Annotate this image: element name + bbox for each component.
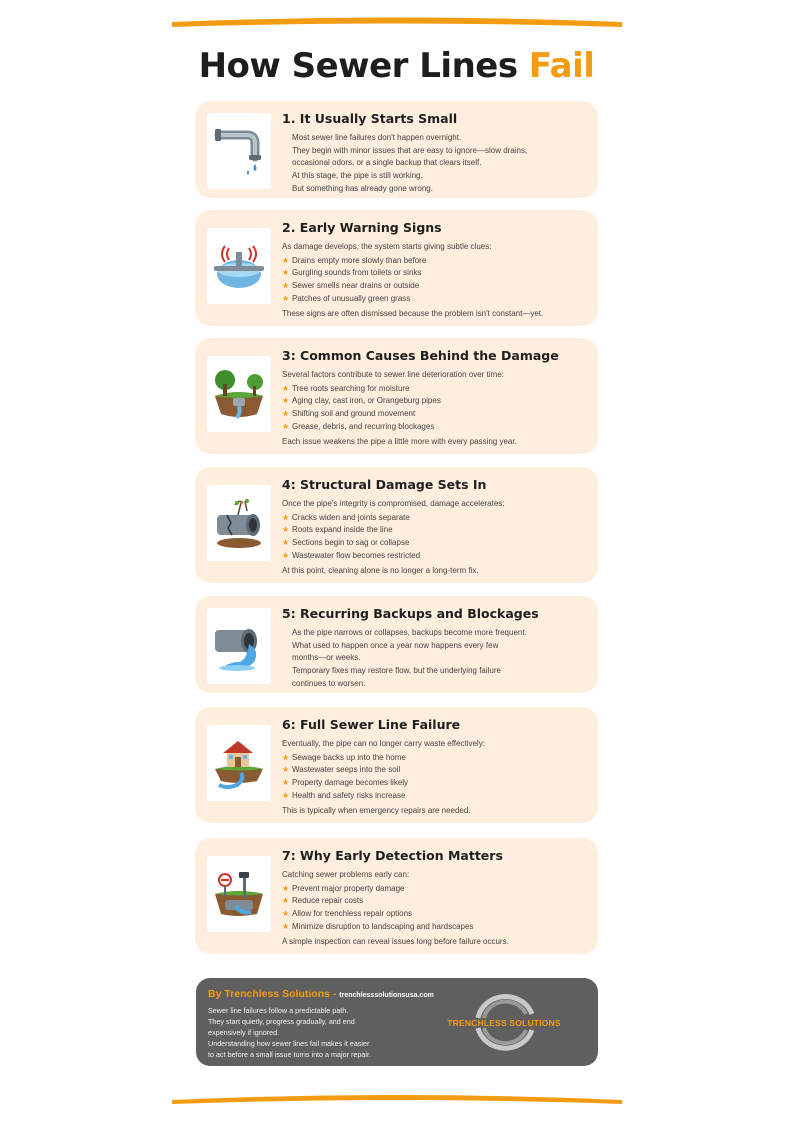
list-item: ★ Allow for trenchless repair options (282, 908, 588, 921)
section-image-6 (207, 725, 271, 801)
star-bullet-icon: ★ (282, 896, 290, 906)
section-image-1 (207, 113, 271, 189)
section-card-6 (195, 707, 598, 823)
footer-line: They start quietly, progress gradually, and end (208, 1017, 355, 1026)
list-item: ★ Reduce repair costs (282, 895, 588, 908)
list-item: ★ Sewer smells near drains or outside (282, 280, 588, 293)
star-bullet-icon: ★ (282, 396, 290, 406)
list-item: ★ Health and safety risks increase (282, 790, 588, 803)
cracked-pipe-icon (211, 495, 267, 551)
star-bullet-icon: ★ (282, 281, 290, 291)
section-card-7 (195, 838, 598, 954)
star-bullet-icon: ★ (282, 293, 290, 303)
footer-line: expensively if ignored. (208, 1028, 280, 1037)
section-intro: Once the pipe's integrity is compromised, damage accelerates: (282, 499, 505, 508)
list-item: ★ Gurgling sounds from toilets or sinks (282, 267, 588, 280)
section-outro: These signs are often dismissed because the problem isn't constant—yet. (282, 308, 544, 318)
section-intro: Catching sewer problems early can: (282, 870, 410, 879)
section-heading: 1. It Usually Starts Small (282, 111, 458, 126)
section-heading: 5: Recurring Backups and Blockages (282, 606, 539, 621)
footer-text (208, 1005, 408, 1060)
star-bullet-icon: ★ (282, 921, 290, 931)
section-intro: As damage develops, the system starts giving subtle clues: (282, 242, 492, 251)
section-text: Temporary fixes may restore flow, but the underlying failure (292, 666, 501, 676)
section-image-3 (207, 356, 271, 432)
section-text: Most sewer line failures don't happen overnight. (292, 133, 462, 142)
star-bullet-icon: ★ (282, 883, 290, 893)
star-bullet-icon: ★ (282, 790, 290, 800)
section-card-4 (195, 467, 598, 583)
section-heading: 6: Full Sewer Line Failure (282, 717, 461, 732)
list-item: ★ Sections begin to sag or collapse (282, 537, 588, 550)
list-item: ★ Minimize disruption to landscaping and hardscapes (282, 921, 588, 934)
star-bullet-icon: ★ (282, 409, 290, 419)
star-bullet-icon: ★ (282, 909, 290, 919)
section-heading: 4: Structural Damage Sets In (282, 477, 487, 492)
bullet-list (282, 752, 588, 803)
footer-site-link[interactable]: trenchlesssolutionsusa.com (339, 992, 434, 999)
star-bullet-icon: ★ (282, 550, 290, 560)
section-outro: At this point, cleaning alone is no longer a long-term fix. (282, 565, 479, 575)
section-card-3 (195, 338, 598, 454)
section-text: continues to worsen. (292, 678, 366, 688)
section-card-5 (195, 596, 598, 693)
list-item: ★ Roots expand inside the line (282, 524, 588, 537)
section-image-4 (207, 485, 271, 561)
star-bullet-icon: ★ (282, 421, 290, 431)
list-item: ★ Drains empty more slowly than before (282, 255, 588, 268)
bullet-list (282, 255, 588, 306)
tree-roots-pipe-icon (211, 366, 267, 422)
bullet-list (282, 883, 588, 934)
star-bullet-icon: ★ (282, 512, 290, 522)
bottom-accent-swoosh (172, 1092, 622, 1106)
section-outro: A simple inspection can reveal issues long before failure occurs. (282, 936, 509, 946)
overflowing-pipe-icon (211, 618, 267, 674)
section-intro: Eventually, the pipe can no longer carry waste effectively: (282, 739, 485, 748)
list-item: ★ Property damage becomes likely (282, 777, 588, 790)
footer-by: By Trenchless Solutions - (208, 988, 337, 1000)
section-text: What used to happen once a year now happens every few (292, 640, 499, 650)
gurgling-drain-icon (211, 238, 267, 294)
page-title (0, 46, 793, 86)
section-outro: This is typically when emergency repairs are needed. (282, 805, 471, 815)
star-bullet-icon: ★ (282, 538, 290, 548)
section-outro: Each issue weakens the pipe a little more with every passing year. (282, 436, 517, 446)
section-heading: 7: Why Early Detection Matters (282, 848, 503, 863)
section-image-5 (207, 608, 271, 684)
section-text: months—or weeks. (292, 653, 361, 663)
dripping-pipe-icon (211, 123, 267, 179)
footer-line: to act before a small issue turns into a major repair. (208, 1050, 371, 1059)
section-heading: 2. Early Warning Signs (282, 220, 442, 235)
star-bullet-icon: ★ (282, 255, 290, 265)
section-text: occasional odors, or a single backup that clears itself. (292, 158, 482, 168)
section-text: They begin with minor issues that are easy to ignore—slow drains, (292, 145, 528, 155)
list-item: ★ Shifting soil and ground movement (282, 408, 588, 421)
star-bullet-icon: ★ (282, 765, 290, 775)
section-text: As the pipe narrows or collapses, backups become more frequent. (292, 628, 527, 637)
star-bullet-icon: ★ (282, 778, 290, 788)
footer-line: Understanding how sewer lines fail makes it easier (208, 1039, 370, 1048)
footer-byline (208, 988, 434, 1000)
star-bullet-icon: ★ (282, 752, 290, 762)
star-bullet-icon: ★ (282, 383, 290, 393)
section-card-2 (195, 210, 598, 326)
section-image-7 (207, 856, 271, 932)
section-card-1 (195, 101, 598, 198)
title-accent: Fail (528, 46, 595, 86)
logo-text: TRENCHLESS SOLUTIONS (447, 1018, 561, 1028)
section-image-2 (207, 228, 271, 304)
bullet-list (282, 512, 588, 563)
list-item: ★ Prevent major property damage (282, 883, 588, 896)
footer-line: Sewer line failures follow a predictable path. (208, 1006, 349, 1015)
title-main: How Sewer Lines (198, 46, 518, 86)
section-text: At this stage, the pipe is still working. (292, 171, 423, 181)
list-item: ★ Wastewater seeps into the soil (282, 764, 588, 777)
inspection-camera-icon (211, 866, 267, 922)
top-accent-swoosh (172, 16, 622, 30)
list-item: ★ Sewage backs up into the home (282, 752, 588, 765)
list-item: ★ Grease, debris, and recurring blockages (282, 421, 588, 434)
star-bullet-icon: ★ (282, 525, 290, 535)
section-text: But something has already gone wrong. (292, 183, 433, 193)
star-bullet-icon: ★ (282, 268, 290, 278)
footer-panel (196, 978, 598, 1066)
list-item: ★ Patches of unusually green grass (282, 293, 588, 306)
list-item: ★ Tree roots searching for moisture (282, 383, 588, 396)
section-intro: Several factors contribute to sewer line deterioration over time: (282, 370, 504, 379)
list-item: ★ Wastewater flow becomes restricted (282, 550, 588, 563)
section-heading: 3: Common Causes Behind the Damage (282, 348, 559, 363)
list-item: ★ Aging clay, cast iron, or Orangeburg pipes (282, 395, 588, 408)
bullet-list (282, 383, 588, 434)
list-item: ★ Cracks widen and joints separate (282, 512, 588, 525)
house-flooding-icon (211, 735, 267, 791)
